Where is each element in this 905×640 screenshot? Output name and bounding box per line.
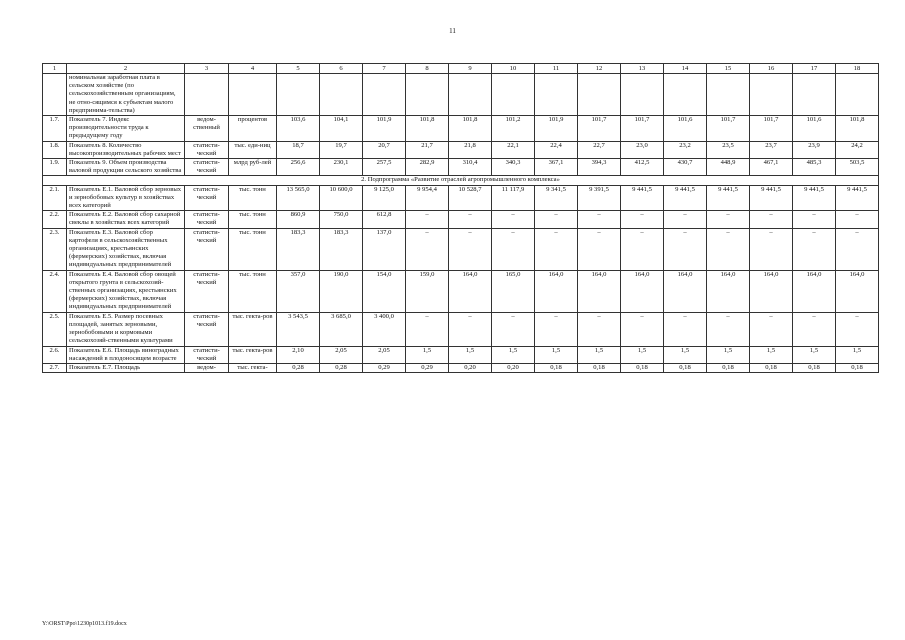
value-cell: –	[621, 211, 664, 228]
value-cell: 0,20	[449, 363, 492, 372]
row-number	[43, 74, 67, 116]
value-cell: 190,0	[320, 270, 363, 312]
file-path-footer: Y:\ORST\Ppo\1230p1013.f19.docx	[42, 621, 127, 627]
row-number: 2.6.	[43, 346, 67, 363]
value-cell: 0,18	[578, 363, 621, 372]
indicator-name: Показатель Е.6. Площадь виноградных насаждений в плодоносящем возрасте	[67, 346, 185, 363]
value-cell: –	[449, 211, 492, 228]
value-cell: 164,0	[535, 270, 578, 312]
unit: тыс. тонн	[229, 270, 277, 312]
indicator-name: Показатель Е.1. Валовой сбор зерновых и зернобобовых культур в хозяйствах всех категорий	[67, 185, 185, 211]
value-cell	[492, 74, 535, 116]
value-cell: 0,18	[664, 363, 707, 372]
value-cell	[793, 74, 836, 116]
value-cell	[750, 74, 793, 116]
indicator-name: Показатель Е.4. Валовой сбор овощей открытого грунта в сельскохозяй-ственных организациях, крестьянских (фермерских) хозяйствах, включая индивидуальных предпринимателей	[67, 270, 185, 312]
value-cell: –	[449, 312, 492, 346]
value-cell: 1,5	[793, 346, 836, 363]
value-cell: 9 441,5	[664, 185, 707, 211]
unit: тыс. гекта-ров	[229, 312, 277, 346]
table-row	[43, 185, 879, 211]
unit: тыс. гекта-ров	[229, 346, 277, 363]
value-cell: –	[793, 228, 836, 270]
value-cell: 1,5	[449, 346, 492, 363]
indicators-table	[42, 63, 879, 373]
value-cell: –	[449, 228, 492, 270]
indicator-name: Показатель 9. Объем производства валовой продукции сельского хозяйства	[67, 159, 185, 176]
value-cell	[535, 74, 578, 116]
value-cell: 164,0	[750, 270, 793, 312]
value-cell: 103,6	[277, 116, 320, 142]
section-title: 2. Подпрограмма «Развитие отраслей агропромышленного комплекса»	[43, 176, 879, 185]
value-cell: 18,7	[277, 141, 320, 158]
value-cell: 310,4	[449, 159, 492, 176]
row-number: 1.9.	[43, 159, 67, 176]
value-cell: –	[707, 312, 750, 346]
value-cell	[277, 74, 320, 116]
value-cell: 256,6	[277, 159, 320, 176]
unit: тыс. тонн	[229, 185, 277, 211]
value-cell: –	[664, 228, 707, 270]
value-cell: 21,7	[406, 141, 449, 158]
value-cell: 101,7	[750, 116, 793, 142]
value-cell: 1,5	[406, 346, 449, 363]
value-cell: 1,5	[836, 346, 879, 363]
indicator-name: Показатель Е.2. Валовой сбор сахарной свеклы в хозяйствах всех категорий	[67, 211, 185, 228]
value-cell: –	[492, 312, 535, 346]
value-cell: 159,0	[406, 270, 449, 312]
value-cell: 22,7	[578, 141, 621, 158]
column-header: 10	[492, 64, 535, 74]
value-cell: 2,10	[277, 346, 320, 363]
unit: тыс. тонн	[229, 211, 277, 228]
table-row	[43, 74, 879, 116]
value-cell: 104,1	[320, 116, 363, 142]
value-cell: 101,8	[406, 116, 449, 142]
value-cell: –	[707, 228, 750, 270]
value-cell: 0,18	[707, 363, 750, 372]
value-cell: 164,0	[836, 270, 879, 312]
value-cell: 9 441,5	[621, 185, 664, 211]
column-header: 9	[449, 64, 492, 74]
value-cell: 3 685,0	[320, 312, 363, 346]
value-cell: –	[578, 211, 621, 228]
value-cell: –	[492, 211, 535, 228]
value-cell: 257,5	[363, 159, 406, 176]
value-cell	[664, 74, 707, 116]
column-header: 18	[836, 64, 879, 74]
value-cell: 164,0	[793, 270, 836, 312]
value-cell: –	[406, 228, 449, 270]
column-header: 8	[406, 64, 449, 74]
value-cell: 503,5	[836, 159, 879, 176]
value-cell: 0,18	[621, 363, 664, 372]
value-cell: –	[621, 228, 664, 270]
value-cell: 230,1	[320, 159, 363, 176]
value-cell: 467,1	[750, 159, 793, 176]
row-number: 1.7.	[43, 116, 67, 142]
value-cell: 101,7	[621, 116, 664, 142]
value-cell: 101,8	[449, 116, 492, 142]
row-number: 2.5.	[43, 312, 67, 346]
value-cell: 0,28	[277, 363, 320, 372]
column-header: 3	[185, 64, 229, 74]
value-cell: 2,05	[363, 346, 406, 363]
value-cell: 448,9	[707, 159, 750, 176]
value-cell: –	[836, 211, 879, 228]
value-cell: 430,7	[664, 159, 707, 176]
value-cell: –	[621, 312, 664, 346]
value-cell: 1,5	[621, 346, 664, 363]
value-cell: 750,0	[320, 211, 363, 228]
data-source: статисти-ческий	[185, 185, 229, 211]
value-cell: 3 543,5	[277, 312, 320, 346]
table-row	[43, 346, 879, 363]
table-row	[43, 159, 879, 176]
row-number: 2.2.	[43, 211, 67, 228]
row-number: 1.8.	[43, 141, 67, 158]
value-cell: 367,1	[535, 159, 578, 176]
value-cell: –	[406, 312, 449, 346]
value-cell	[621, 74, 664, 116]
table-row	[43, 211, 879, 228]
value-cell: –	[750, 211, 793, 228]
value-cell	[707, 74, 750, 116]
table-row	[43, 141, 879, 158]
value-cell: 22,1	[492, 141, 535, 158]
table-row	[43, 228, 879, 270]
value-cell: 9 125,0	[363, 185, 406, 211]
value-cell	[320, 74, 363, 116]
value-cell: –	[578, 228, 621, 270]
column-header: 11	[535, 64, 578, 74]
value-cell: 2,05	[320, 346, 363, 363]
value-cell: 101,6	[664, 116, 707, 142]
unit: тыс. тонн	[229, 228, 277, 270]
value-cell: 101,8	[836, 116, 879, 142]
column-header: 12	[578, 64, 621, 74]
indicator-name: Показатель Е.5. Размер посевных площадей, занятых зерновыми, зернобобовыми и кормовыми сельскохозяй-ственными культурами	[67, 312, 185, 346]
data-source: статисти-ческий	[185, 159, 229, 176]
value-cell: 13 565,0	[277, 185, 320, 211]
unit: процентов	[229, 116, 277, 142]
value-cell: 23,0	[621, 141, 664, 158]
value-cell: –	[535, 228, 578, 270]
value-cell: 164,0	[707, 270, 750, 312]
value-cell: 10 600,0	[320, 185, 363, 211]
value-cell: 24,2	[836, 141, 879, 158]
value-cell: 1,5	[578, 346, 621, 363]
table-row	[43, 312, 879, 346]
column-header: 6	[320, 64, 363, 74]
indicator-name: номинальная заработная плата в сельском хозяйстве (по сельскохозяйственным организациям, не отно-сящимся к субъектам малого предпринима-тельства)	[67, 74, 185, 116]
value-cell: 183,3	[320, 228, 363, 270]
value-cell: –	[793, 312, 836, 346]
value-cell: 20,7	[363, 141, 406, 158]
value-cell: 23,7	[750, 141, 793, 158]
value-cell: 154,0	[363, 270, 406, 312]
value-cell: –	[750, 228, 793, 270]
row-number: 2.4.	[43, 270, 67, 312]
column-header: 16	[750, 64, 793, 74]
unit: млрд руб-лей	[229, 159, 277, 176]
value-cell: 0,20	[492, 363, 535, 372]
value-cell: 0,29	[406, 363, 449, 372]
value-cell: 0,18	[535, 363, 578, 372]
value-cell: 1,5	[750, 346, 793, 363]
value-cell: 357,0	[277, 270, 320, 312]
column-header: 14	[664, 64, 707, 74]
column-header: 4	[229, 64, 277, 74]
value-cell: 412,5	[621, 159, 664, 176]
value-cell: 9 954,4	[406, 185, 449, 211]
data-source: ведом-	[185, 363, 229, 372]
value-cell: 19,7	[320, 141, 363, 158]
value-cell: 860,9	[277, 211, 320, 228]
value-cell: 164,0	[664, 270, 707, 312]
table-row	[43, 116, 879, 142]
unit: тыс. еди-ниц	[229, 141, 277, 158]
column-number-row	[43, 64, 879, 74]
row-number: 2.1.	[43, 185, 67, 211]
value-cell: 0,18	[793, 363, 836, 372]
column-header: 17	[793, 64, 836, 74]
value-cell: 183,3	[277, 228, 320, 270]
value-cell: 394,3	[578, 159, 621, 176]
value-cell: 1,5	[492, 346, 535, 363]
row-number: 2.7.	[43, 363, 67, 372]
value-cell	[836, 74, 879, 116]
value-cell: –	[535, 211, 578, 228]
column-header: 15	[707, 64, 750, 74]
value-cell: 1,5	[707, 346, 750, 363]
data-source: статисти-ческий	[185, 346, 229, 363]
data-source: ведом-ственный	[185, 116, 229, 142]
value-cell: 23,5	[707, 141, 750, 158]
value-cell: 282,9	[406, 159, 449, 176]
column-header: 2	[67, 64, 185, 74]
data-source: статисти-ческий	[185, 312, 229, 346]
value-cell	[406, 74, 449, 116]
value-cell: –	[578, 312, 621, 346]
value-cell: 165,0	[492, 270, 535, 312]
value-cell: 23,9	[793, 141, 836, 158]
value-cell: –	[664, 211, 707, 228]
indicator-name: Показатель Е.7. Площадь	[67, 363, 185, 372]
value-cell: 9 441,5	[793, 185, 836, 211]
value-cell: 101,7	[578, 116, 621, 142]
data-source: статисти-ческий	[185, 211, 229, 228]
value-cell: 1,5	[535, 346, 578, 363]
data-source: статисти-ческий	[185, 270, 229, 312]
row-number: 2.3.	[43, 228, 67, 270]
value-cell: –	[836, 228, 879, 270]
value-cell: 101,2	[492, 116, 535, 142]
value-cell: 0,18	[836, 363, 879, 372]
value-cell: 23,2	[664, 141, 707, 158]
value-cell: –	[664, 312, 707, 346]
column-header: 7	[363, 64, 406, 74]
value-cell: 11 117,9	[492, 185, 535, 211]
data-source: статисти-ческий	[185, 228, 229, 270]
value-cell: –	[836, 312, 879, 346]
value-cell: 612,8	[363, 211, 406, 228]
value-cell: 164,0	[449, 270, 492, 312]
value-cell: 9 441,5	[836, 185, 879, 211]
data-source: статисти-ческий	[185, 141, 229, 158]
value-cell: 101,7	[707, 116, 750, 142]
value-cell: 9 441,5	[750, 185, 793, 211]
value-cell: 164,0	[578, 270, 621, 312]
value-cell: –	[707, 211, 750, 228]
value-cell: 0,29	[363, 363, 406, 372]
value-cell	[578, 74, 621, 116]
value-cell: 101,9	[535, 116, 578, 142]
value-cell: 101,6	[793, 116, 836, 142]
value-cell: 10 528,7	[449, 185, 492, 211]
value-cell: –	[793, 211, 836, 228]
value-cell: –	[750, 312, 793, 346]
data-source	[185, 74, 229, 116]
section-row	[43, 176, 879, 185]
column-header: 13	[621, 64, 664, 74]
value-cell: 101,9	[363, 116, 406, 142]
column-header: 1	[43, 64, 67, 74]
value-cell: 0,28	[320, 363, 363, 372]
value-cell: 9 391,5	[578, 185, 621, 211]
indicator-name: Показатель 8. Количество высокопроизводительных рабочих мест	[67, 141, 185, 158]
value-cell: 164,0	[621, 270, 664, 312]
value-cell: 340,3	[492, 159, 535, 176]
value-cell: 9 441,5	[707, 185, 750, 211]
table-row	[43, 363, 879, 372]
value-cell: –	[492, 228, 535, 270]
value-cell: –	[535, 312, 578, 346]
indicator-name: Показатель Е.3. Валовой сбор картофеля в сельскохозяйственных организациях, крестьянских (фермерских) хозяйствах, включая индивидуальных предпринимателей	[67, 228, 185, 270]
value-cell: 1,5	[664, 346, 707, 363]
column-header: 5	[277, 64, 320, 74]
value-cell: 9 341,5	[535, 185, 578, 211]
table-row	[43, 270, 879, 312]
value-cell: 0,18	[750, 363, 793, 372]
value-cell	[363, 74, 406, 116]
unit	[229, 74, 277, 116]
value-cell: 22,4	[535, 141, 578, 158]
value-cell	[449, 74, 492, 116]
value-cell: 137,0	[363, 228, 406, 270]
value-cell: –	[406, 211, 449, 228]
page-number: 11	[449, 27, 456, 35]
value-cell: 21,8	[449, 141, 492, 158]
value-cell: 485,3	[793, 159, 836, 176]
value-cell: 3 400,0	[363, 312, 406, 346]
unit: тыс. гекта-	[229, 363, 277, 372]
indicator-name: Показатель 7. Индекс производительности труда к предыдущему году	[67, 116, 185, 142]
